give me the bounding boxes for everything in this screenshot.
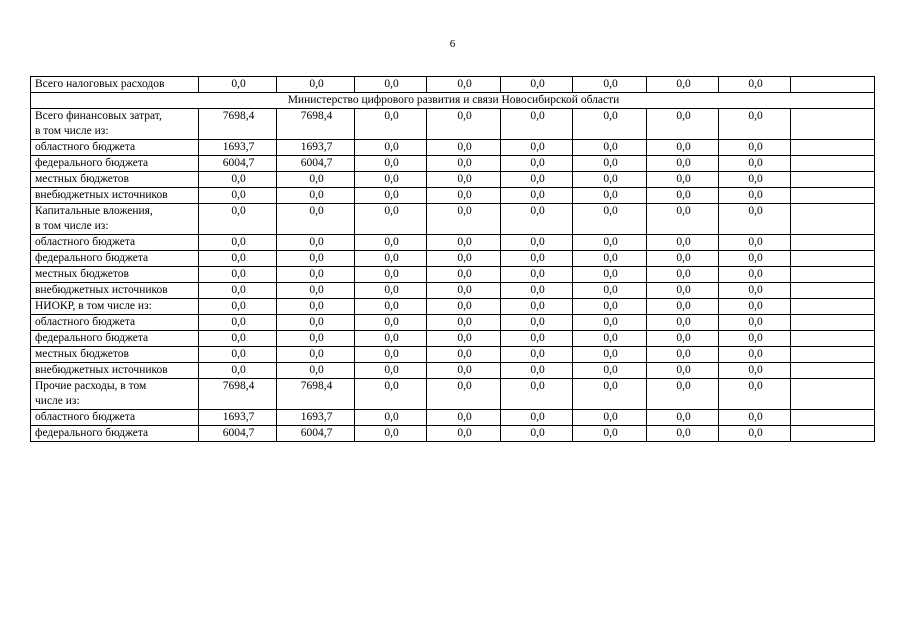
table-cell: [791, 299, 875, 315]
table-cell: 0,0: [719, 331, 791, 347]
table-cell: 6004,7: [199, 426, 277, 442]
table-cell: 0,0: [199, 299, 277, 315]
table-row: [31, 235, 875, 251]
table-cell: 0,0: [501, 299, 573, 315]
table-cell: 0,0: [501, 77, 573, 93]
table-cell: 0,0: [199, 235, 277, 251]
row-label-line: федерального бюджета: [35, 332, 149, 344]
table-cell: [791, 267, 875, 283]
table-cell: 0,0: [647, 109, 719, 140]
row-label: [31, 204, 199, 235]
table-cell: 0,0: [427, 410, 501, 426]
table-cell: 0,0: [647, 77, 719, 93]
table-cell: 0,0: [427, 347, 501, 363]
table-row: [31, 426, 875, 442]
table-cell: 0,0: [719, 267, 791, 283]
table-cell: [791, 379, 875, 410]
table-cell: 0,0: [719, 410, 791, 426]
table-cell: 0,0: [573, 331, 647, 347]
table-cell: 0,0: [277, 251, 355, 267]
table-cell: 0,0: [355, 426, 427, 442]
table-cell: 0,0: [277, 283, 355, 299]
table-cell: 1693,7: [277, 140, 355, 156]
table-cell: 0,0: [573, 172, 647, 188]
table-body: [31, 77, 875, 442]
table-cell: 1693,7: [199, 410, 277, 426]
table-cell: 0,0: [355, 235, 427, 251]
table-cell: 0,0: [719, 77, 791, 93]
table-cell: 0,0: [719, 299, 791, 315]
table-cell: 0,0: [647, 410, 719, 426]
table-cell: 0,0: [427, 140, 501, 156]
table-cell: 0,0: [573, 235, 647, 251]
table-cell: 0,0: [355, 204, 427, 235]
table-cell: 0,0: [719, 172, 791, 188]
table-cell: 0,0: [277, 347, 355, 363]
table-cell: 0,0: [573, 204, 647, 235]
table-cell: 0,0: [355, 363, 427, 379]
table-cell: 0,0: [199, 363, 277, 379]
row-label-line: в том числе из:: [35, 220, 109, 232]
table-cell: 0,0: [199, 77, 277, 93]
table-cell: 0,0: [719, 251, 791, 267]
section-header-row: [31, 93, 875, 109]
row-label: [31, 188, 199, 204]
table-cell: [791, 204, 875, 235]
table-cell: 0,0: [277, 235, 355, 251]
table-cell: 0,0: [427, 204, 501, 235]
table-cell: 0,0: [427, 109, 501, 140]
row-label: [31, 140, 199, 156]
row-label-line: Всего финансовых затрат,: [35, 110, 162, 122]
table-row: [31, 109, 875, 140]
row-label-line: числе из:: [35, 395, 80, 407]
table-row: [31, 188, 875, 204]
table-cell: 0,0: [573, 109, 647, 140]
row-label-line: местных бюджетов: [35, 173, 129, 185]
table-row: [31, 140, 875, 156]
table-cell: 0,0: [647, 299, 719, 315]
table-cell: 0,0: [501, 140, 573, 156]
table-cell: 0,0: [199, 283, 277, 299]
table-cell: [791, 77, 875, 93]
table-cell: [791, 410, 875, 426]
table-cell: 0,0: [501, 204, 573, 235]
row-label-line: местных бюджетов: [35, 348, 129, 360]
row-label: [31, 331, 199, 347]
table-cell: 0,0: [427, 172, 501, 188]
table-cell: 0,0: [647, 426, 719, 442]
table-cell: 0,0: [427, 299, 501, 315]
table-cell: 0,0: [719, 188, 791, 204]
table-cell: [791, 363, 875, 379]
table-cell: [791, 426, 875, 442]
table-cell: 0,0: [427, 251, 501, 267]
table-cell: 0,0: [501, 410, 573, 426]
row-label: [31, 426, 199, 442]
table-cell: 0,0: [277, 188, 355, 204]
table-cell: 0,0: [277, 204, 355, 235]
table-row: [31, 331, 875, 347]
table-cell: 0,0: [277, 315, 355, 331]
table-cell: 0,0: [355, 109, 427, 140]
table-cell: 0,0: [501, 251, 573, 267]
table-cell: 0,0: [719, 347, 791, 363]
table-cell: 0,0: [719, 204, 791, 235]
row-label-line: областного бюджета: [35, 141, 136, 153]
table-row: [31, 172, 875, 188]
table-cell: 0,0: [355, 410, 427, 426]
table-cell: [791, 283, 875, 299]
table-cell: 0,0: [355, 140, 427, 156]
row-label: Всего налоговых расходов: [31, 77, 199, 93]
table-cell: 0,0: [573, 426, 647, 442]
table-cell: 0,0: [277, 77, 355, 93]
table-row: [31, 410, 875, 426]
table-cell: [791, 140, 875, 156]
table-cell: 1693,7: [277, 410, 355, 426]
table-cell: 0,0: [501, 315, 573, 331]
table-cell: 0,0: [501, 347, 573, 363]
table-cell: 0,0: [573, 363, 647, 379]
table-row-total-tax-expenses: [31, 77, 875, 93]
table-cell: 0,0: [427, 188, 501, 204]
table-cell: 0,0: [199, 267, 277, 283]
table-cell: 0,0: [501, 363, 573, 379]
table-cell: 7698,4: [199, 109, 277, 140]
table-row: [31, 267, 875, 283]
table-cell: 7698,4: [277, 379, 355, 410]
table-row: [31, 347, 875, 363]
table-cell: 0,0: [573, 156, 647, 172]
budget-table: [30, 76, 875, 442]
table-cell: 0,0: [277, 172, 355, 188]
table-cell: 0,0: [573, 140, 647, 156]
row-label-line: Прочие расходы, в том: [35, 380, 147, 392]
table-cell: 0,0: [719, 235, 791, 251]
table-cell: 0,0: [647, 188, 719, 204]
table-row: [31, 363, 875, 379]
table-cell: 6004,7: [199, 156, 277, 172]
row-label: [31, 410, 199, 426]
table-cell: 0,0: [277, 331, 355, 347]
row-label: [31, 156, 199, 172]
table-cell: 0,0: [427, 363, 501, 379]
table-cell: 0,0: [573, 347, 647, 363]
table-cell: [791, 172, 875, 188]
table-cell: [791, 188, 875, 204]
row-label-line: областного бюджета: [35, 236, 136, 248]
table-cell: 0,0: [355, 188, 427, 204]
table-cell: 0,0: [501, 235, 573, 251]
table-cell: 0,0: [501, 156, 573, 172]
table-cell: 0,0: [427, 283, 501, 299]
table-cell: 0,0: [199, 315, 277, 331]
row-label-line: в том числе из:: [35, 125, 109, 137]
table-cell: 0,0: [427, 426, 501, 442]
table-cell: 0,0: [573, 299, 647, 315]
table-cell: 0,0: [355, 156, 427, 172]
row-label: [31, 299, 199, 315]
table-cell: 0,0: [647, 363, 719, 379]
row-label: [31, 235, 199, 251]
row-label: [31, 379, 199, 410]
row-label-line: Капитальные вложения,: [35, 205, 153, 217]
table-cell: [791, 331, 875, 347]
table-cell: 0,0: [719, 283, 791, 299]
table-row: [31, 251, 875, 267]
table-cell: 0,0: [427, 235, 501, 251]
table-cell: [791, 235, 875, 251]
row-label: [31, 267, 199, 283]
table-cell: [791, 156, 875, 172]
table-cell: 0,0: [199, 188, 277, 204]
table-cell: 0,0: [427, 156, 501, 172]
table-cell: 0,0: [647, 283, 719, 299]
table-cell: 0,0: [427, 267, 501, 283]
table-cell: 0,0: [199, 331, 277, 347]
table-cell: 6004,7: [277, 426, 355, 442]
table-row: [31, 299, 875, 315]
table-cell: [791, 315, 875, 331]
table-cell: 0,0: [199, 251, 277, 267]
row-label-line: внебюджетных источников: [35, 189, 168, 201]
table-cell: 0,0: [355, 331, 427, 347]
page-number: 6: [449, 38, 456, 50]
table-cell: [791, 347, 875, 363]
table-cell: 0,0: [573, 267, 647, 283]
section-title: Министерство цифрового развития и связи Новосибирской области: [31, 93, 875, 109]
table-cell: 0,0: [355, 299, 427, 315]
table-cell: 0,0: [647, 140, 719, 156]
table-cell: 0,0: [647, 235, 719, 251]
row-label: [31, 109, 199, 140]
row-label-line: федерального бюджета: [35, 157, 149, 169]
table-cell: 0,0: [573, 188, 647, 204]
table-cell: 0,0: [573, 251, 647, 267]
table-cell: 7698,4: [199, 379, 277, 410]
table-cell: 0,0: [647, 204, 719, 235]
table-cell: 7698,4: [277, 109, 355, 140]
row-label-line: областного бюджета: [35, 316, 136, 328]
table-cell: 0,0: [355, 347, 427, 363]
row-label-line: внебюджетных источников: [35, 284, 168, 296]
table-cell: 0,0: [427, 315, 501, 331]
table-cell: 0,0: [277, 363, 355, 379]
row-label-line: федерального бюджета: [35, 427, 149, 439]
row-label: [31, 172, 199, 188]
table-cell: 0,0: [573, 283, 647, 299]
table-cell: 0,0: [501, 267, 573, 283]
table-cell: 0,0: [501, 172, 573, 188]
table-cell: 0,0: [647, 251, 719, 267]
table-cell: 0,0: [277, 267, 355, 283]
table-cell: 0,0: [355, 315, 427, 331]
table-cell: [791, 109, 875, 140]
row-label-line: внебюджетных источников: [35, 364, 168, 376]
row-label-line: областного бюджета: [35, 411, 136, 423]
table-cell: 0,0: [501, 109, 573, 140]
table-cell: 0,0: [573, 77, 647, 93]
table-cell: [791, 251, 875, 267]
row-label: [31, 283, 199, 299]
table-cell: 0,0: [573, 379, 647, 410]
table-cell: 0,0: [719, 140, 791, 156]
table-cell: 0,0: [355, 379, 427, 410]
table-row: [31, 283, 875, 299]
table-cell: 0,0: [647, 172, 719, 188]
table-cell: 0,0: [719, 379, 791, 410]
table-cell: 0,0: [647, 267, 719, 283]
table-cell: 0,0: [355, 267, 427, 283]
row-label-line: федерального бюджета: [35, 252, 149, 264]
table-cell: 0,0: [501, 283, 573, 299]
table-row: [31, 379, 875, 410]
table-cell: 0,0: [427, 77, 501, 93]
table-row: [31, 156, 875, 172]
table-cell: 0,0: [501, 331, 573, 347]
table-cell: 0,0: [355, 77, 427, 93]
table-cell: 0,0: [427, 331, 501, 347]
table-cell: 0,0: [199, 204, 277, 235]
table-cell: 0,0: [277, 299, 355, 315]
table-cell: 0,0: [719, 363, 791, 379]
table-cell: 0,0: [719, 426, 791, 442]
table-row: [31, 204, 875, 235]
table-cell: 0,0: [647, 331, 719, 347]
table-cell: 0,0: [719, 315, 791, 331]
table-cell: 0,0: [501, 379, 573, 410]
table-cell: 0,0: [427, 379, 501, 410]
table-cell: 0,0: [355, 251, 427, 267]
table-cell: 0,0: [355, 172, 427, 188]
table-cell: 1693,7: [199, 140, 277, 156]
row-label: [31, 315, 199, 331]
table-cell: 0,0: [355, 283, 427, 299]
table-cell: 0,0: [719, 156, 791, 172]
row-label-line: местных бюджетов: [35, 268, 129, 280]
row-label: [31, 251, 199, 267]
row-label: [31, 347, 199, 363]
table-cell: 0,0: [199, 347, 277, 363]
table-cell: 0,0: [719, 109, 791, 140]
table-cell: 0,0: [573, 315, 647, 331]
table-cell: 0,0: [501, 188, 573, 204]
row-label: [31, 363, 199, 379]
table-cell: 0,0: [647, 347, 719, 363]
table-cell: 0,0: [501, 426, 573, 442]
table-cell: 0,0: [199, 172, 277, 188]
table-cell: 0,0: [647, 379, 719, 410]
table-cell: 0,0: [573, 410, 647, 426]
table-cell: 0,0: [647, 315, 719, 331]
row-label-line: НИОКР, в том числе из:: [35, 300, 152, 312]
table-cell: 0,0: [647, 156, 719, 172]
table-row: [31, 315, 875, 331]
table-cell: 6004,7: [277, 156, 355, 172]
